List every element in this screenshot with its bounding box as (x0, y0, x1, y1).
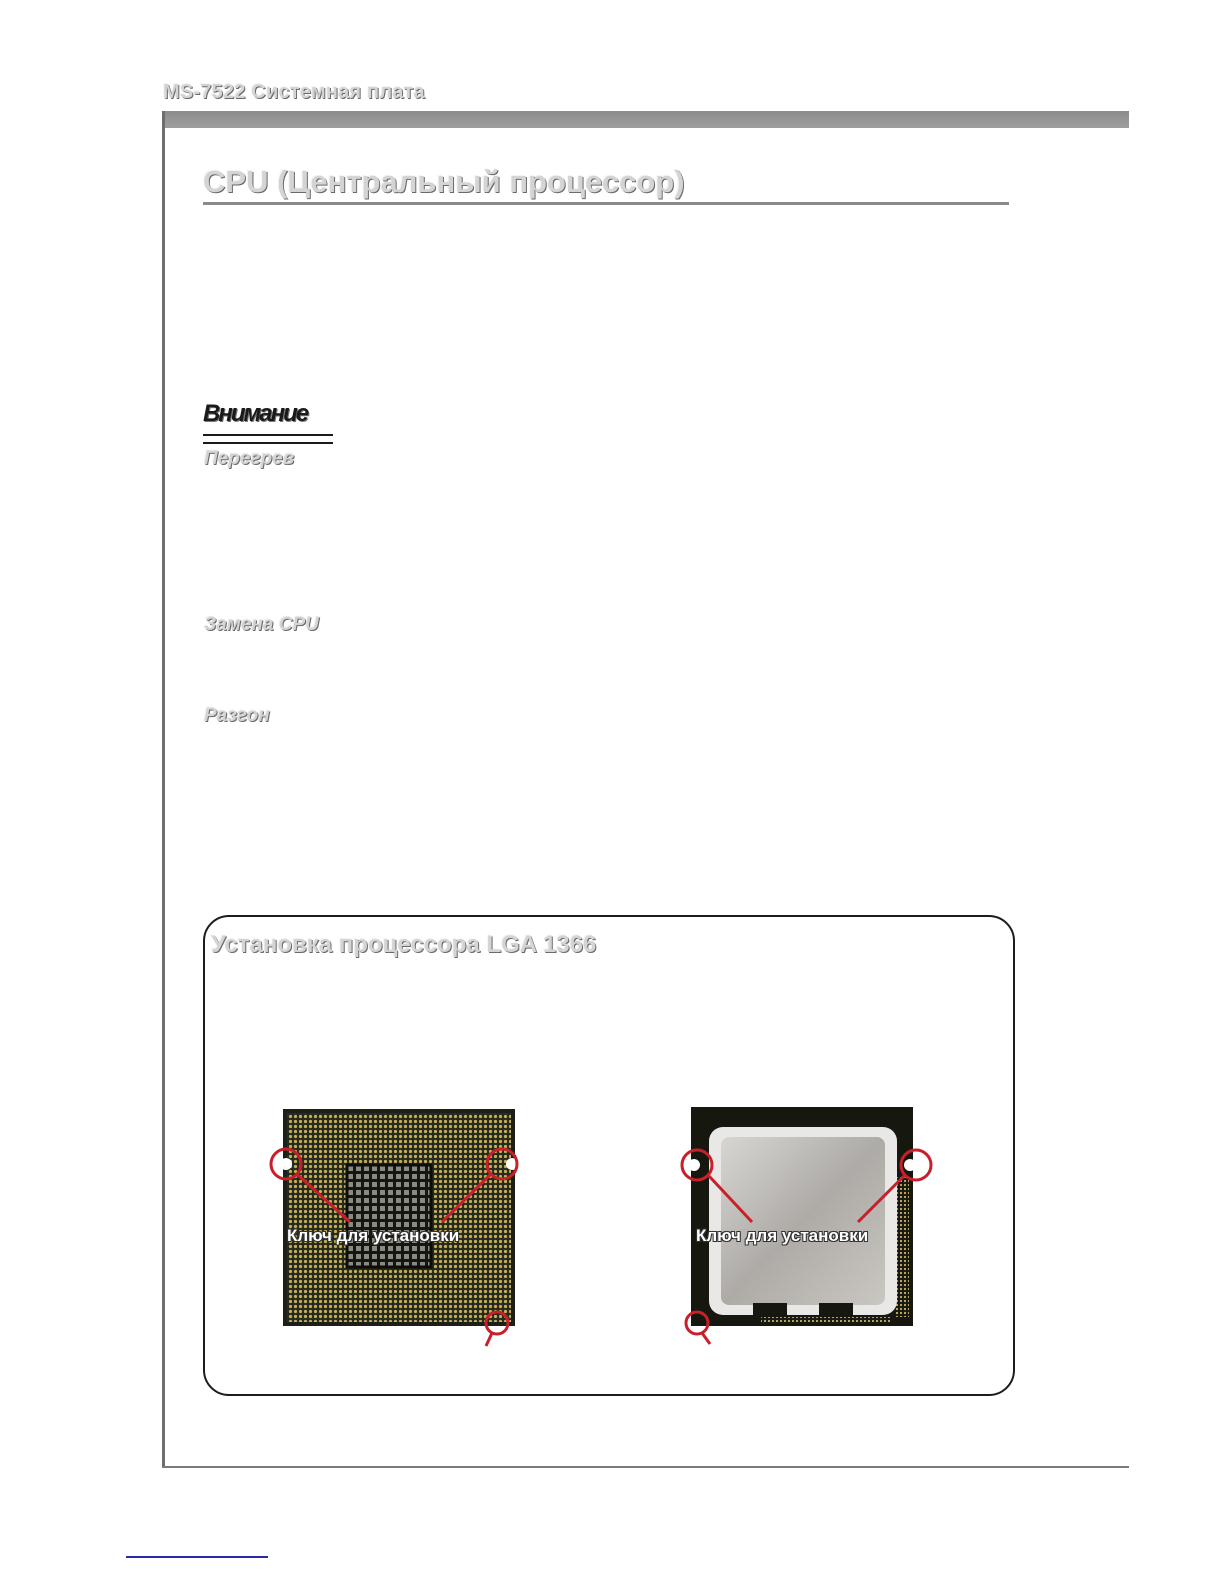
install-panel-title: Установка процессора LGA 1366 (211, 931, 597, 958)
cpu-top-side-photo (691, 1107, 913, 1326)
footer-link-underline[interactable] (126, 1556, 268, 1558)
section-title-underline (203, 202, 1009, 205)
footer-rule (162, 1466, 1129, 1468)
header-bar (163, 111, 1129, 128)
key-label-right: Ключ для установки (696, 1226, 869, 1245)
cpu-pin-side-photo (283, 1109, 515, 1326)
subhead-cpu-replacement: Замена CPU (204, 614, 319, 635)
attention-heading: Внимание (203, 400, 308, 427)
subhead-overheating: Перегрев (204, 448, 295, 469)
left-margin-rule (162, 111, 165, 1468)
key-label-left: Ключ для установки (287, 1226, 460, 1245)
subhead-overclocking: Разгон (204, 705, 270, 726)
running-header: MS-7522 Системная плата (163, 81, 425, 103)
attention-underline (203, 434, 333, 444)
section-title: CPU (Центральный процессор) (203, 164, 685, 199)
